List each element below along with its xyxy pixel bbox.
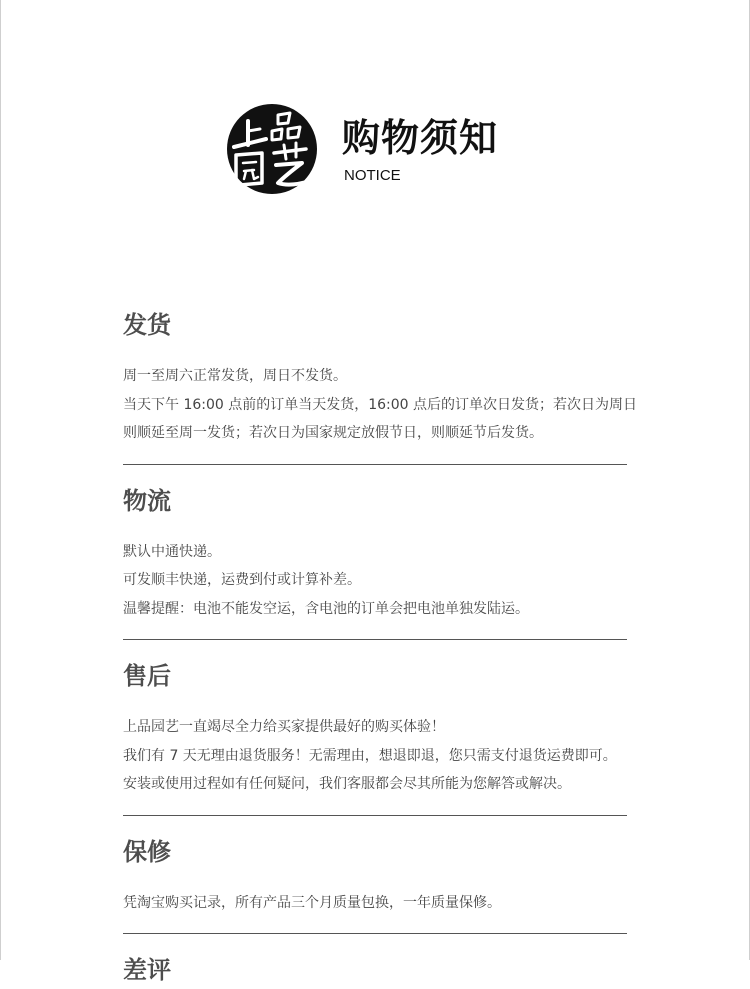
section-title: 发货	[123, 311, 171, 339]
section-warranty	[123, 833, 627, 918]
page-title: 购物须知	[342, 115, 499, 160]
section-shipping	[123, 306, 638, 448]
section-body	[123, 713, 627, 799]
section-title: 保修	[123, 837, 171, 866]
section-line: 当天下午 16:00 点前的订单当天发货，16:00 点后的订单次日发货；若次日为周日	[123, 396, 638, 413]
section-line: 可发顺丰快递，运费到付或计算补差。	[123, 572, 361, 588]
page-subtitle: NOTICE	[344, 167, 401, 184]
section-after-sales	[123, 657, 627, 799]
section-negative-review	[123, 951, 627, 989]
section-logistics	[123, 482, 627, 624]
section-title: 差评	[123, 956, 171, 984]
notice-header	[226, 103, 499, 195]
section-line: 凭淘宝购买记录，所有产品三个月质量包换，一年质量保修。	[123, 894, 501, 911]
section-line: 上品园艺一直竭尽全力给买家提供最好的购买体验！	[123, 719, 445, 735]
section-line: 温馨提醒：电池不能发空运，含电池的订单会把电池单独发陆运。	[123, 600, 529, 617]
section-divider	[123, 933, 627, 934]
section-line: 安装或使用过程如有任何疑问，我们客服都会尽其所能为您解答或解决。	[123, 776, 571, 792]
section-title: 物流	[123, 486, 171, 515]
notice-content	[123, 306, 638, 989]
section-body	[123, 538, 627, 624]
section-line: 周一至周六正常发货，周日不发货。	[123, 368, 347, 384]
section-body	[123, 889, 627, 918]
section-line: 则顺延至周一发货；若次日为国家规定放假节日，则顺延节后发货。	[123, 425, 543, 441]
section-divider	[123, 815, 627, 816]
section-divider	[123, 464, 627, 465]
section-divider	[123, 639, 627, 640]
section-title: 售后	[123, 662, 171, 690]
section-line: 我们有 7 天无理由退货服务！无需理由，想退即退，您只需支付退货运费即可。	[123, 747, 617, 764]
section-line: 默认中通快递。	[123, 543, 221, 560]
section-body	[123, 362, 638, 448]
brand-logo	[226, 103, 318, 195]
